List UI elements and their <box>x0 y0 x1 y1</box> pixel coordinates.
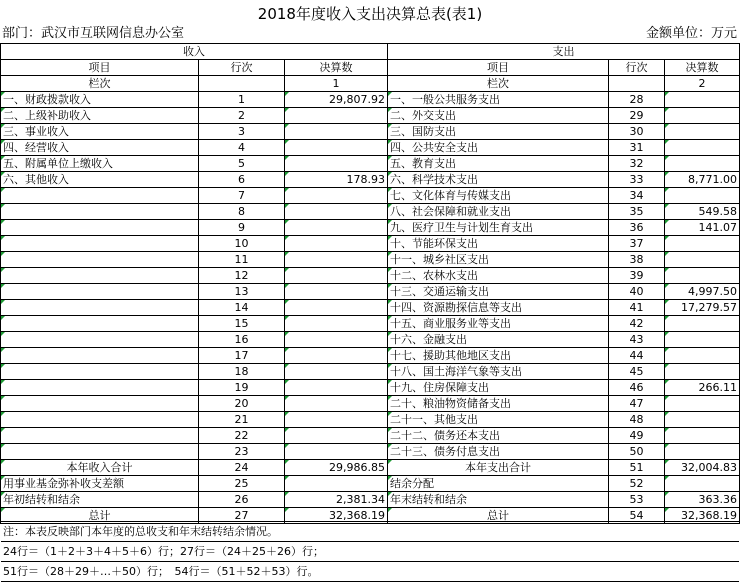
expense-item-cell: 二十三、债务付息支出 <box>388 444 609 460</box>
income-amount-cell <box>285 364 388 380</box>
income-rowno-cell: 2 <box>199 108 285 124</box>
expense-rowno-cell: 45 <box>609 364 665 380</box>
income-item-cell <box>1 444 199 460</box>
expense-item-cell: 五、教育支出 <box>388 156 609 172</box>
income-rowno-cell: 21 <box>199 412 285 428</box>
expense-item-cell: 本年支出合计 <box>388 460 609 476</box>
table-row <box>1 348 740 364</box>
income-rowno-cell: 27 <box>199 508 285 524</box>
table-row <box>1 396 740 412</box>
department-label: 部门：武汉市互联网信息办公室 <box>2 26 185 41</box>
income-amount-cell <box>285 252 388 268</box>
expense-amount-cell <box>665 124 740 140</box>
income-rowno-cell: 17 <box>199 348 285 364</box>
income-lanci: 栏次 <box>1 76 199 92</box>
income-rowno-cell: 16 <box>199 332 285 348</box>
expense-item-cell: 二十二、债务还本支出 <box>388 428 609 444</box>
income-item-cell <box>1 364 199 380</box>
expense-rowno-cell: 42 <box>609 316 665 332</box>
expense-item-cell: 一、一般公共服务支出 <box>388 92 609 108</box>
lanci-row <box>1 76 740 92</box>
expense-item-cell: 十九、住房保障支出 <box>388 380 609 396</box>
income-item-cell: 五、附属单位上缴收入 <box>1 156 199 172</box>
income-amount-cell <box>285 204 388 220</box>
table-notes <box>1 521 739 582</box>
column-header-row <box>1 60 740 76</box>
expense-item-header: 项目 <box>388 60 609 76</box>
income-rowno-cell: 13 <box>199 284 285 300</box>
table-row <box>1 268 740 284</box>
expense-item-cell: 十四、资源勘探信息等支出 <box>388 300 609 316</box>
table-row <box>1 124 740 140</box>
income-item-cell: 本年收入合计 <box>1 460 199 476</box>
expense-amount-cell <box>665 332 740 348</box>
expense-rowno-cell: 34 <box>609 188 665 204</box>
income-rowno-cell: 15 <box>199 316 285 332</box>
income-rowno-cell: 20 <box>199 396 285 412</box>
expense-item-cell: 十一、城乡社区支出 <box>388 252 609 268</box>
income-rowno-cell: 14 <box>199 300 285 316</box>
table-row <box>1 92 740 108</box>
expense-rowno-cell: 47 <box>609 396 665 412</box>
income-rowno-cell: 1 <box>199 92 285 108</box>
expense-amount-header: 决算数 <box>665 60 740 76</box>
table-row <box>1 476 740 492</box>
expense-amount-cell: 549.58 <box>665 204 740 220</box>
expense-rowno-cell: 51 <box>609 460 665 476</box>
expense-item-cell: 十八、国土海洋气象等支出 <box>388 364 609 380</box>
expense-rowno-cell: 32 <box>609 156 665 172</box>
income-amount-cell <box>285 108 388 124</box>
income-item-cell <box>1 412 199 428</box>
table-row <box>1 204 740 220</box>
income-item-cell: 年初结转和结余 <box>1 492 199 508</box>
expense-rowno-cell: 46 <box>609 380 665 396</box>
income-rowno-cell: 7 <box>199 188 285 204</box>
expense-item-cell: 三、国防支出 <box>388 124 609 140</box>
expense-rowno-cell: 50 <box>609 444 665 460</box>
expense-item-cell: 十、节能环保支出 <box>388 236 609 252</box>
table-row <box>1 220 740 236</box>
expense-amount-cell: 32,004.83 <box>665 460 740 476</box>
table-row <box>1 188 740 204</box>
note-line: 24行＝（1＋2＋3＋4＋5＋6）行；27行＝（24＋25＋26）行； <box>1 542 739 562</box>
income-rowno-cell: 10 <box>199 236 285 252</box>
expense-item-cell: 二十一、其他支出 <box>388 412 609 428</box>
expense-amount-cell: 32,368.19 <box>665 508 740 524</box>
table-row <box>1 412 740 428</box>
income-amount-cell <box>285 124 388 140</box>
expense-amount-cell: 266.11 <box>665 380 740 396</box>
income-amount-cell: 29,986.85 <box>285 460 388 476</box>
expense-amount-cell <box>665 140 740 156</box>
budget-table <box>0 43 740 524</box>
expense-lanci: 栏次 <box>388 76 609 92</box>
income-item-cell: 二、上级补助收入 <box>1 108 199 124</box>
income-rowno-cell: 26 <box>199 492 285 508</box>
income-rowno-cell: 23 <box>199 444 285 460</box>
expense-amount-cell: 141.07 <box>665 220 740 236</box>
table-row <box>1 380 740 396</box>
expense-amount-cell <box>665 476 740 492</box>
income-rowno-cell: 4 <box>199 140 285 156</box>
table-row <box>1 140 740 156</box>
expense-rowno-cell: 52 <box>609 476 665 492</box>
income-amount-cell <box>285 188 388 204</box>
expense-item-cell: 四、公共安全支出 <box>388 140 609 156</box>
income-item-cell: 用事业基金弥补收支差额 <box>1 476 199 492</box>
section-header-row <box>1 44 740 60</box>
income-item-cell <box>1 300 199 316</box>
income-rowno-cell: 5 <box>199 156 285 172</box>
income-amount-cell <box>285 268 388 284</box>
income-item-cell <box>1 220 199 236</box>
income-item-cell <box>1 348 199 364</box>
income-amount-cell <box>285 348 388 364</box>
expense-amount-cell <box>665 236 740 252</box>
income-rowno-cell: 18 <box>199 364 285 380</box>
expense-item-cell: 七、文化体育与传媒支出 <box>388 188 609 204</box>
income-amount-cell <box>285 444 388 460</box>
expense-item-cell: 十三、交通运输支出 <box>388 284 609 300</box>
income-amount-cell <box>285 140 388 156</box>
expense-amount-cell <box>665 156 740 172</box>
expense-amount-cell: 8,771.00 <box>665 172 740 188</box>
expense-rowno-cell: 36 <box>609 220 665 236</box>
table-row <box>1 108 740 124</box>
table-row <box>1 156 740 172</box>
income-item-cell <box>1 252 199 268</box>
expense-rowno-cell: 33 <box>609 172 665 188</box>
expense-item-cell: 二十、粮油物资储备支出 <box>388 396 609 412</box>
expense-amount-cell <box>665 252 740 268</box>
expense-header: 支出 <box>388 44 740 60</box>
income-rowno-cell: 3 <box>199 124 285 140</box>
expense-item-cell: 总计 <box>388 508 609 524</box>
income-item-cell: 总计 <box>1 508 199 524</box>
expense-item-cell: 十六、金融支出 <box>388 332 609 348</box>
table-row <box>1 172 740 188</box>
income-amount-cell <box>285 316 388 332</box>
expense-rowno-cell: 37 <box>609 236 665 252</box>
table-title: 2018年度收入支出决算总表(表1) <box>257 5 483 23</box>
table-row <box>1 428 740 444</box>
income-rowno-cell: 6 <box>199 172 285 188</box>
expense-amount-cell <box>665 364 740 380</box>
income-item-cell <box>1 428 199 444</box>
expense-amount-cell <box>665 444 740 460</box>
income-rowno-cell: 22 <box>199 428 285 444</box>
expense-item-cell: 二、外交支出 <box>388 108 609 124</box>
table-row <box>1 492 740 508</box>
income-amount-cell <box>285 412 388 428</box>
expense-amount-cell <box>665 268 740 284</box>
income-amount-cell <box>285 428 388 444</box>
expense-item-cell: 八、社会保障和就业支出 <box>388 204 609 220</box>
income-item-cell <box>1 396 199 412</box>
expense-col-number: 2 <box>665 76 740 92</box>
income-amount-cell <box>285 476 388 492</box>
unit-label: 金额单位：万元 <box>645 26 737 41</box>
expense-amount-cell <box>665 316 740 332</box>
expense-rowno-cell: 35 <box>609 204 665 220</box>
income-item-cell <box>1 188 199 204</box>
note-line: 51行＝（28＋29＋…＋50）行； 54行＝（51＋52＋53）行。 <box>1 562 739 582</box>
table-row <box>1 236 740 252</box>
expense-rowno-cell: 31 <box>609 140 665 156</box>
income-amount-cell <box>285 380 388 396</box>
expense-amount-cell <box>665 108 740 124</box>
income-lanci-blank <box>199 76 285 92</box>
income-rowno-cell: 9 <box>199 220 285 236</box>
table-row <box>1 316 740 332</box>
income-rowno-cell: 19 <box>199 380 285 396</box>
expense-amount-cell: 17,279.57 <box>665 300 740 316</box>
expense-item-cell: 十二、农林水支出 <box>388 268 609 284</box>
income-amount-cell <box>285 396 388 412</box>
expense-rowno-cell: 29 <box>609 108 665 124</box>
table-row <box>1 332 740 348</box>
income-header: 收入 <box>1 44 388 60</box>
expense-item-cell: 十五、商业服务业等支出 <box>388 316 609 332</box>
income-amount-cell <box>285 300 388 316</box>
income-rowno-cell: 25 <box>199 476 285 492</box>
note-line: 注：本表反映部门本年度的总收支和年末结转结余情况。 <box>1 521 739 542</box>
income-rowno-cell: 12 <box>199 268 285 284</box>
income-amount-header: 决算数 <box>285 60 388 76</box>
income-amount-cell <box>285 156 388 172</box>
table-row <box>1 252 740 268</box>
expense-rowno-cell: 40 <box>609 284 665 300</box>
income-item-cell: 三、事业收入 <box>1 124 199 140</box>
expense-item-cell: 结余分配 <box>388 476 609 492</box>
expense-rowno-header: 行次 <box>609 60 665 76</box>
expense-amount-cell <box>665 188 740 204</box>
expense-rowno-cell: 43 <box>609 332 665 348</box>
income-item-header: 项目 <box>1 60 199 76</box>
expense-item-cell: 六、科学技术支出 <box>388 172 609 188</box>
expense-rowno-cell: 48 <box>609 412 665 428</box>
expense-amount-cell: 4,997.50 <box>665 284 740 300</box>
table-row <box>1 460 740 476</box>
expense-rowno-cell: 44 <box>609 348 665 364</box>
expense-rowno-cell: 53 <box>609 492 665 508</box>
expense-amount-cell <box>665 412 740 428</box>
income-item-cell <box>1 332 199 348</box>
expense-amount-cell <box>665 396 740 412</box>
expense-rowno-cell: 38 <box>609 252 665 268</box>
income-amount-cell <box>285 332 388 348</box>
income-item-cell: 一、财政拨款收入 <box>1 92 199 108</box>
expense-item-cell: 年末结转和结余 <box>388 492 609 508</box>
expense-lanci-blank <box>609 76 665 92</box>
income-item-cell <box>1 204 199 220</box>
expense-rowno-cell: 39 <box>609 268 665 284</box>
expense-rowno-cell: 49 <box>609 428 665 444</box>
expense-item-cell: 十七、援助其他地区支出 <box>388 348 609 364</box>
expense-amount-cell: 363.36 <box>665 492 740 508</box>
income-col-number: 1 <box>285 76 388 92</box>
income-item-cell <box>1 380 199 396</box>
expense-rowno-cell: 54 <box>609 508 665 524</box>
income-item-cell <box>1 236 199 252</box>
expense-item-cell: 九、医疗卫生与计划生育支出 <box>388 220 609 236</box>
table-row <box>1 444 740 460</box>
income-rowno-cell: 8 <box>199 204 285 220</box>
income-rowno-header: 行次 <box>199 60 285 76</box>
expense-amount-cell <box>665 348 740 364</box>
income-item-cell: 四、经营收入 <box>1 140 199 156</box>
expense-amount-cell <box>665 428 740 444</box>
income-amount-cell: 2,381.34 <box>285 492 388 508</box>
expense-rowno-cell: 30 <box>609 124 665 140</box>
income-item-cell <box>1 316 199 332</box>
income-amount-cell <box>285 220 388 236</box>
income-amount-cell <box>285 284 388 300</box>
income-amount-cell: 29,807.92 <box>285 92 388 108</box>
table-row <box>1 300 740 316</box>
income-item-cell <box>1 268 199 284</box>
income-amount-cell: 32,368.19 <box>285 508 388 524</box>
expense-rowno-cell: 41 <box>609 300 665 316</box>
table-row <box>1 284 740 300</box>
expense-rowno-cell: 28 <box>609 92 665 108</box>
income-item-cell: 六、其他收入 <box>1 172 199 188</box>
income-amount-cell: 178.93 <box>285 172 388 188</box>
table-row <box>1 364 740 380</box>
income-rowno-cell: 11 <box>199 252 285 268</box>
income-item-cell <box>1 284 199 300</box>
income-rowno-cell: 24 <box>199 460 285 476</box>
expense-amount-cell <box>665 92 740 108</box>
income-amount-cell <box>285 236 388 252</box>
